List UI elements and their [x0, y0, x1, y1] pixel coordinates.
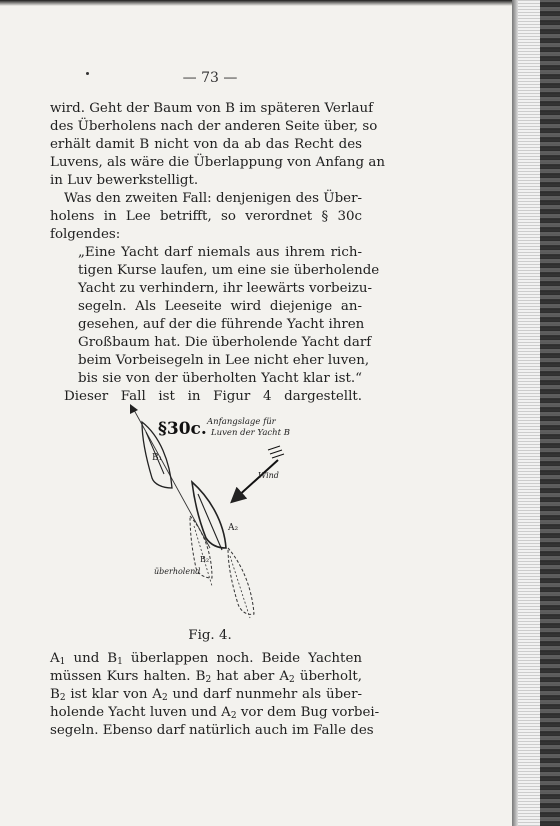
quote-line: beim Vorbeisegeln in Lee nicht eher luven, — [78, 353, 370, 368]
text-line: des Überholens nach der anderen Seite über, so — [50, 119, 378, 134]
figure-note-line-2: Luven der Yacht B — [211, 428, 290, 438]
text-span: überlappen noch. Beide Yachten — [122, 651, 362, 666]
text-span: und B — [65, 651, 118, 666]
text-line: Luvens, als wäre die Überlappung von Anfang an — [50, 155, 385, 170]
text-line — [50, 704, 380, 722]
binding-spine — [540, 0, 560, 826]
subscript: 2 — [59, 693, 66, 703]
subscript: 1 — [117, 657, 123, 667]
text-span: holende Yacht luven und A — [50, 705, 231, 720]
subscript: 2 — [161, 693, 168, 703]
quote-line: tigen Kurse laufen, um eine sie überholende — [78, 263, 380, 278]
text-span: B — [50, 687, 60, 702]
text-line: Dieser Fall ist in Figur 4 dargestellt. — [64, 389, 362, 404]
rule-quote — [50, 244, 380, 388]
text-line — [50, 668, 362, 686]
figure-4-diagram — [118, 398, 308, 628]
figure-caption: Fig. 4. — [188, 628, 232, 643]
section-label: §30c. — [158, 419, 207, 439]
text-span: hat aber A — [211, 669, 290, 684]
binding-shadow — [512, 0, 518, 826]
text-line: Was den zweiten Fall: denjenigen des Über- — [64, 191, 362, 206]
subscript: 2 — [205, 675, 212, 685]
quote-line: gesehen, auf der die führende Yacht ihren — [78, 317, 365, 332]
text-span: überholt, — [294, 669, 362, 684]
overtaking-label: überholend — [154, 567, 201, 576]
page-top-shadow — [0, 0, 512, 6]
yacht-a-later-dashed — [228, 548, 254, 614]
text-span: ist klar von A — [65, 687, 162, 702]
paragraph-1 — [50, 100, 385, 190]
text-span: müssen Kurs halten. B — [50, 669, 206, 684]
text-span: und darf nunmehr als über- — [167, 687, 362, 702]
figure-note-line-1: Anfangslage für — [207, 417, 276, 427]
quote-line: Großbaum hat. Die überholende Yacht darf — [78, 335, 372, 350]
subscript: 1 — [59, 657, 66, 667]
ink-speck — [86, 72, 89, 75]
text-line: holens in Lee betrifft, so verordnet § 30c — [50, 209, 362, 224]
text-span: vor dem Bug vorbei- — [236, 705, 380, 720]
page-number: — 73 — — [182, 70, 238, 86]
course-arrow-icon — [130, 404, 138, 414]
wind-label: Wind — [258, 471, 279, 480]
label-a2: A₂ — [228, 523, 239, 533]
text-line: wird. Geht der Baum von B im späteren Verlauf — [50, 101, 374, 116]
paragraph-4 — [50, 650, 380, 740]
label-b2: B₂ — [200, 555, 210, 564]
wind-feather-icon — [268, 446, 284, 458]
quote-line: Yacht zu verhindern, ihr leewärts vorbeizu- — [78, 281, 372, 296]
subscript: 2 — [230, 711, 237, 721]
label-b1: B₁ — [152, 453, 163, 463]
quote-line: bis sie von der überholten Yacht klar ist.“ — [78, 371, 362, 386]
text-span: A — [50, 651, 60, 666]
text-line: in Luv bewerkstelligt. — [50, 173, 199, 188]
text-line — [50, 686, 362, 704]
quote-line: segeln. Als Leeseite wird diejenige an- — [78, 299, 362, 314]
yacht-a2-hull — [192, 482, 226, 548]
text-line: erhält damit B nicht von da ab das Recht des — [50, 137, 362, 152]
book-binding-edge — [512, 0, 560, 826]
subscript: 2 — [289, 675, 295, 685]
quote-line: „Eine Yacht darf niemals aus ihrem rich- — [78, 245, 362, 260]
text-line: folgendes: — [50, 227, 121, 242]
text-line: segeln. Ebenso darf natürlich auch im Falle des — [50, 723, 374, 738]
text-line — [50, 650, 362, 668]
paragraph-2 — [50, 190, 362, 244]
